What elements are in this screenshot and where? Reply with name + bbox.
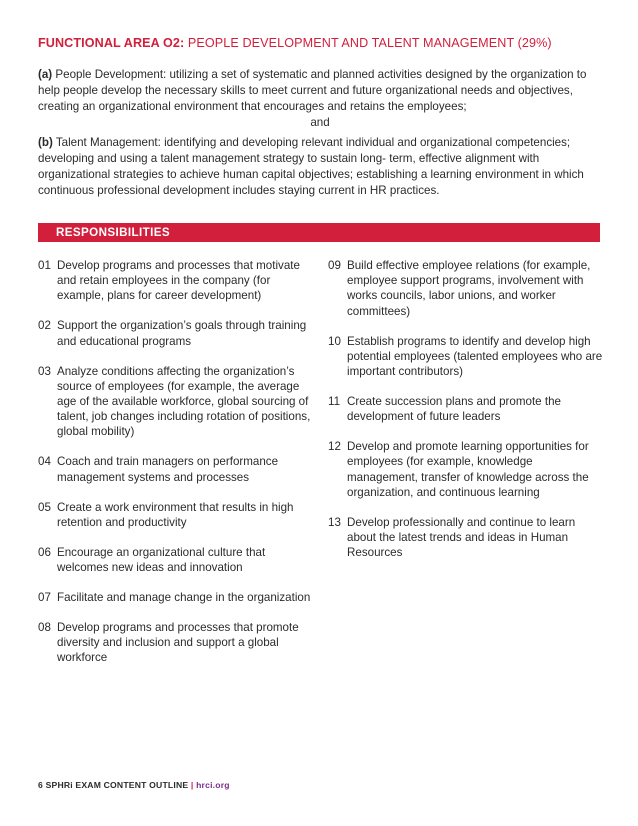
list-item [328,515,603,561]
list-item [38,545,313,575]
item-number: 06 [38,545,51,559]
intro-b-label: (b) [38,135,53,149]
responsibilities-right-column [328,258,603,575]
item-text: Create succession plans and promote the development of future leaders [347,395,561,424]
item-text: Support the organization’s goals through training and educational programs [57,319,307,348]
page-number: 6 [38,780,43,790]
footer-separator: | [190,780,194,790]
item-text: Create a work environment that results in high retention and productivity [57,500,294,529]
intro-a-text: People Development: utilizing a set of systematic and planned activities designed by the organization to help people develop the necessary skills to meet current and future organizational needs and objectives, creating an organizational environment that encourages and retains the employees; [38,68,587,114]
list-item [328,334,603,380]
item-text: Build effective employee relations (for example, employee support programs, involvement with works councils, labor unions, and worker committees) [347,259,591,318]
item-number: 08 [38,621,51,635]
list-item [38,364,313,440]
item-text: Analyze conditions affecting the organization’s source of employees (for example, the average age of the available workforce, global sourcing of talent, job changes including rotation of positions, global mobility) [57,364,311,439]
list-item [38,258,313,304]
list-item [38,620,313,666]
item-number: 03 [38,364,51,378]
functional-area-title: PEOPLE DEVELOPMENT AND TALENT MANAGEMENT (29%) [187,36,552,50]
item-text: Develop and promote learning opportunities for employees (for example, knowledge management, transfer of knowledge across the organization, and continuous learning [347,440,589,499]
item-text: Develop professionally and continue to learn about the latest trends and ideas in Human Resources [347,515,576,560]
intro-paragraph-b [38,135,602,200]
item-text: Facilitate and manage change in the organization [57,591,311,605]
functional-area-label: FUNCTIONAL AREA O2: [38,36,185,50]
list-item [38,590,313,605]
intro-a-label: (a) [38,68,53,81]
item-number: 10 [328,334,341,348]
list-item [38,318,313,348]
page-title [38,36,608,50]
website-link[interactable]: hrci.org [196,780,230,790]
list-item [38,454,313,484]
item-text: Develop programs and processes that promote diversity and inclusion and support a global workforce [57,621,299,665]
section-heading-bar [38,223,600,242]
item-number: 02 [38,319,51,333]
responsibilities-left-column [38,258,313,680]
item-number: 11 [328,395,341,409]
item-number: 05 [38,500,51,514]
item-text: Develop programs and processes that motivate and retain employees in the company (for example, plans for career development) [57,259,300,303]
intro-description [38,67,602,199]
section-heading: RESPONSIBILITIES [56,226,170,239]
item-number: 12 [328,440,341,454]
intro-paragraph-a [38,67,602,116]
intro-b-text: Talent Management: identifying and developing relevant individual and organizational competencies; developing and using a talent management strategy to sustain long- term, effective alignment with organizational strategies to achieve human capital objectives; establishing a learning environment in which continuous professional development includes staying current in HR practices. [38,135,584,198]
list-item [38,500,313,530]
item-text: Coach and train managers on performance management systems and processes [57,455,279,484]
item-text: Establish programs to identify and develop high potential employees (talented employees who are important contributors) [347,334,603,379]
intro-connector: and [310,115,330,129]
item-number: 07 [38,591,51,605]
document-title: SPHRi EXAM CONTENT OUTLINE [45,780,189,790]
list-item [328,439,603,500]
list-item [328,394,603,424]
item-number: 01 [38,259,51,272]
item-number: 04 [38,455,51,469]
item-text: Encourage an organizational culture that welcomes new ideas and innovation [57,545,266,575]
item-number: 09 [328,259,341,272]
item-number: 13 [328,515,341,529]
list-item [328,258,603,319]
page-footer [38,780,230,790]
